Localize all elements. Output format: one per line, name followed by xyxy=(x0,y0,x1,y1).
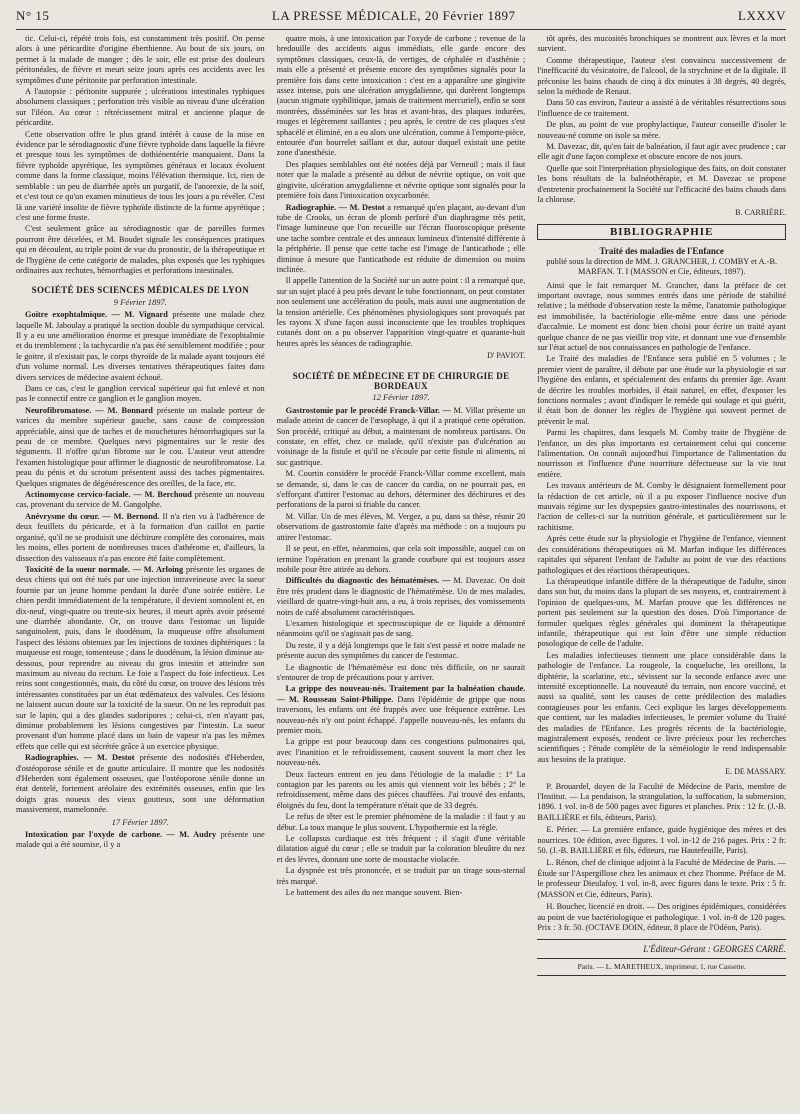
printer-credit: Paris. — L. MARETHEUX, imprimeur, 1, rue Cassette. xyxy=(537,958,786,976)
paragraph: Des plaques semblables ont été notées déjà par Verneuil ; mais il faut noter que la malade a présenté au début de névrite optique, on voit que gingivite, ulcération amygdalienne et névrite optique sont signalés pour la première fois dans l'intoxication oxycarbonée. xyxy=(276,159,526,201)
signature: B. CARRIÈRE. xyxy=(735,207,787,217)
bibliography-heading: BIBLIOGRAPHIE xyxy=(537,224,786,240)
report-heading: Neurofibromatose. — M. Bonnard xyxy=(25,405,153,415)
paragraph: L'examen histologique et spectroscopique de ce liquide a démontré néanmoins qu'il ne s'agissait pas de sang. xyxy=(276,618,526,639)
paragraph: Cette observation offre le plus grand intérêt à cause de la mise en évidence par le sérodiagnostic d'une fièvre typhoïde dans laquelle la fièvre et presque tous les symptômes de dothiénentérie manquaient. Dans la fièvre typhoïde apyrétique, les symptômes généraux et locaux évoluent comme dans la forme classique, moins l'élévation thermique. Ici, rien de semblable : un peu de diarrhée après un purgatif, de l'anorexie, de la soif, et c'est tout ce qu'un examen minutieux de tous les jours a pu révéler. C'est là une variété insolite de fièvre typhoïde distincte de la forme apyrétique ; c'est une forme fruste. xyxy=(16,129,265,222)
report-heading: Goitre exophtalmique. — M. Vignard xyxy=(25,310,168,320)
paragraph: Les maladies infectieuses tiennent une place considérable dans la pathologie de l'enfance. La rougeole, la coqueluche, les oreillons, la diphtérie, la scarlatine, etc., sévissent sur la seconde enfance avec une intensité exceptionnelle. La nouveauté du terrain, non encore vacciné, et aussi sa qualité, sont les causes de cette prédilection des maladies contagieuses pour les enfants. Ceci explique les larges développements que contient, sur les maladies infectieuses, le premier volume du Traité des maladies de l'Enfance. Les progrès récents de la bactériologie, magistralement exposés, rendent ce livre précieux pour les recherches scientifiques ; l'étude complète de la séméiologie le rend indispensable aux besoins de la pratique. xyxy=(537,650,787,764)
paragraph: Le battement des ailes du nez manque souvent. Bien- xyxy=(285,888,463,898)
paragraph: Du reste, il y a déjà longtemps que le fait s'est passé et notre malade ne présente aucun des symptômes du cancer de l'estomac. xyxy=(276,640,526,661)
column-2 xyxy=(277,34,526,1074)
header-rule xyxy=(16,29,786,30)
report-heading: Actinomycose cervico-faciale. — M. Berchoud xyxy=(25,490,192,500)
column-3 xyxy=(537,34,786,1074)
paragraph: quatre mois, à une intoxication par l'oxyde de carbone ; revenue de la bredouille des accidents aigus immédiats, elle garde encore des symptômes classiques, ceux-là, de vertiges, de céphalée et d'asthénie ; mais elle a présenté et présente encore des symptômes signalés pour la première fois dans cette intoxication : c'est en a apparaître une gingivite assez intense, puis une ulcération amygdalienne, qui durèrent longtemps (aucun stigmate syphilitique, jamais de traitement mercuriel), enfin se sont montrées, disséminées sur les bras et avant-bras, des plaques indurées, rouges et légèrement saillantes ; peu après, le centre de ces plaques s'est sphacélé et éliminé, en a eu alors une ulcération, comme à l'emporte-pièce, entourée d'un bourrelet saillant et dur, autour duquel existait une petite zone d'anesthésie. xyxy=(276,34,526,158)
report xyxy=(277,203,526,276)
report-heading: Difficultés du diagnostic des hématémèses. — xyxy=(285,576,451,586)
paragraph: Dans 50 cas environ, l'auteur a assisté à de véritables résurrections sous l'influence de ce traitement. xyxy=(537,98,787,118)
paragraph: Le collapsus cardiaque est très fréquent ; il s'agit d'une véritable dilatation aiguë du cœur ; elle se traduit par la coloration bleuâtre du nez et des lèvres, donnant une sorte de moustache violacée. xyxy=(276,834,526,864)
bibliography-entry: L. Rénon, chef de clinique adjoint à la Faculté de Médecine de Paris. — Étude sur l'Aspergillose chez les animaux et chez l'homme. Préface de M. le professeur Dieulafoy. 1 vol. in-8, avec figures dans le texte. Prix : 5 fr. (MASSON et Cie, éditeurs, Paris). xyxy=(537,858,787,899)
paragraph: La dyspnée est très prononcée, et se traduit par un tirage sous-sternal très marqué. xyxy=(276,866,526,886)
report-body: Il n'a rien vu à l'adhérence de deux feuillets du péricarde, et à la formation d'un caillot en partie organisé, qu'il ne se produisit une déchirure complète des coronaires, mais les moins, elles portent de nombreuses traces d'athérome et, d'ailleurs, la dissection des vaisseaux n'a pas encore été faite complètement. xyxy=(16,511,265,563)
book-title: Traité des maladies de l'Enfance xyxy=(599,246,724,257)
paragraph: M. Villar. Un de mes élèves, M. Vergez, a pu, dans sa thèse, réunir 20 observations de gastrostomie faite d'après ma méthode : on a toujours pu attirer l'estomac. xyxy=(276,511,526,542)
paragraph: La thérapeutique infantile diffère de la thérapeutique de l'adulte, sinon dans son but, du moins dans la plupart de ses moyens, et, contrairement à l'opinion de quelques-uns, M. Marfan prouve que les différences ne portent pas seulement sur la question des doses. D'où l'importance de formuler quelques règles générales qui dominent la thérapeutique infantile, thérapeutique qui est loin d'être une simple réduction posologique de celle de l'adulte. xyxy=(537,576,787,649)
paragraph: De plus, au point de vue prophylactique, l'auteur conseille d'isoler le nouveau-né comme on isole sa mère. xyxy=(537,120,787,140)
signature: D' PAVIOT. xyxy=(487,351,526,361)
paragraph: tôt après, des mucosités bronchiques se montrent aux lèvres et la mort survient. xyxy=(537,34,787,54)
report xyxy=(16,406,265,489)
paragraph: C'est seulement grâce au sérodiagnostic que de pareilles formes pourront être décelées, et M. Boudet signale les conséquences pratiques qui en découlent, au triple point de vue du pronostic, de la thérapeutique et de l'hygiène de cette catégorie de malades, plus exposés que les typhiques ordinaires aux rechutes, hémorrhagies et perforations intestinales. xyxy=(16,224,265,275)
paragraph: Ainsi que le fait remarquer M. Grancher, dans la préface de cet important ouvrage, nous sommes entrés dans une période de stabilité relative ; la méthode d'observation reste la même, l'anatomie pathologique est immobilisée, la bactériologie elle-même entre dans une période d'accalmie. Le moment est donc bien choisi pour écrire un traité ayant quelque chance de ne pas vieillir trop vite, et donnant une vue d'ensemble sur l'état actuel de nos connaissances en pathologie de l'enfance. xyxy=(537,280,787,352)
report xyxy=(16,310,265,383)
report-heading: Anévrysme du cœur. — M. Bernond. xyxy=(25,511,160,521)
report-body: a remarqué qu'en plaçant, au-devant d'un tube de Crooks, un écran de plomb perforé d'un diaphragme très petit, l'image lumineuse que l'on recueille sur l'écran fluoroscopique présente une tache sombre centrale et des anneaux lumineux d'intensité différente à la périphérie. Il pense que cette tache est l'image de l'anticathode ; elle diminue à mesure que l'anticathode est réduite de dimension ou moins inclinée. xyxy=(276,202,526,274)
report xyxy=(277,576,526,618)
session-date: 17 Février 1897. xyxy=(111,816,170,827)
report-heading: La grippe des nouveau-nés. Traitement par la balnéation chaude. — M. Rousseau Saint-Philippe. xyxy=(276,684,526,704)
report xyxy=(16,753,265,815)
report-heading: Radiographies. — M. Destot xyxy=(25,753,135,763)
paragraph: La grippe est pour beaucoup dans ces congestions pulmonaires qui, avec l'inanition et le refroidissement, causent souvent la mort chez les nouveau-nés. xyxy=(276,737,526,768)
report-body: présente des nodosités d'Heberden, d'ostéoporose sénile et de goutte articulaire. Il montre que les nodosités d'Heberden sont également osseuses, que l'ostéoporose sénile donne un état dentelé, fortement aréolaire des extrémités osseuses, enfin que les doigts gras noueux des vieux goutteux, sont une déformation massivement, mamelonnée. xyxy=(16,753,265,815)
page-number: LXXXV xyxy=(738,8,786,23)
paragraph: M. Courtin considère le procédé Franck-Villar comme excellent, mais se demande, si, dans le cas de cancer du cardia, on ne pourrait pas, en s'efforçant d'attirer l'estomac au dehors, déterminer des déchirures et des perforations de la paroi si friable du cancer. xyxy=(276,469,526,510)
signature: E. DE MASSARY. xyxy=(725,767,787,777)
society-date: 9 Février 1897. xyxy=(113,296,167,307)
editor-credit: L'Éditeur-Gérant : GEORGES CARRÉ. xyxy=(537,939,786,954)
column-1 xyxy=(16,34,265,1074)
paragraph: M. Davezac, dit, qu'en fait de balnéation, il faut agir avec prudence ; car elle agit d'une façon complexe et obscure encore de nos jours. xyxy=(537,142,787,162)
paragraph: Les travaux antérieurs de M. Comby le désignaient formellement pour la rédaction de cet article, où il a pu exposer l'influence nocive d'un mauvais régime sur les dyspepsies gastro-intestinales des nourrissons, et l'action de celles-ci sur la nutrition générale, et particulièrement sur le rachitisme. xyxy=(537,481,787,532)
report-heading: Radiographie. — M. Destot xyxy=(285,202,385,212)
running-head xyxy=(16,8,786,26)
report-body: présente les organes de deux chiens qui ont été tués par une injection intraveineuse avec la sueur fournie par un jeune homme pendant la durée d'une soirée entière. Le chien perdit immédiatement de la température, il devient somnolent et, en dix-neuf, vingt-quatre ou trente-six heures, il meurt après avoir présenté une diarrhée abondante. Or, on trouve dans l'estomac un liquide sanguinolent, puis, dans le duodénum, la muqueuse offre absolument l'aspect des lésions obtenues par les injections de toxines diphtériques : la muqueuse est rouge, tomenteuse ; dans le duodénum, la lésion diminue au-dessous, pour reprendre au niveau du gros intestin et atteindre son maximum au niveau du rectum. Le foie a l'aspect du foie infectieux. Les reins sont congestionnés, mais, du côté du cœur, on trouve des lésions très intéressantes constituées par un état œdémateux des valvules. Ces lésions ne laissent aucun doute sur la toxicité de la sueur. On ne les reproduit pas sur le lapin, qui a des glandes sudoripores ; celui-ci, n'en n'ayant pas, diminue probablement les lésions congestives par l'intestin. La sueur provenant d'un homme placé dans un bain de vapeur n'a pas les mêmes effets que celle qui est sécrétée grâce à un exercice physique. xyxy=(16,564,265,751)
paragraph: Comme thérapeutique, l'auteur s'est convaincu successivement de l'inefficacité du vésicatoire, de l'alcool, de la strychnine et de la digitale. Il préconise les bains chauds de cinq à dix minutes à 38 degrés, 40 degrés, selon la méthode de Renaut. xyxy=(537,55,787,97)
report xyxy=(16,830,265,851)
paragraph: Le refus de têter est le premier phénomène de la maladie : il faut y au débur. La toux manque le plus souvent. L'hypothermie est la règle. xyxy=(276,812,526,832)
paragraph: A l'autopsie : péritonite suppurée ; ulcérations intestinales typhiques absolument classiques ; perforation très visible au niveau d'une ulcération sur l'iléon. Au cœur : rétrécissement mitral et ancienne plaque de péricardite. xyxy=(16,87,265,128)
issue-number: N° 15 xyxy=(16,8,50,23)
society-heading: SOCIÉTÉ DE MÉDECINE ET DE CHIRURGIE DE BORDEAUX xyxy=(292,370,510,391)
report xyxy=(16,490,265,511)
report xyxy=(16,512,265,564)
paragraph: Quelle que soit l'interprétation physiologique des faits, on doit constater les bons résultats de la balnéothérapie, et M. Davezac se propose d'entretenir prochainement la Société sur l'efficacité des bains chauds dans la chlorose. xyxy=(537,163,787,205)
bibliography-entry: E. Périer. — La première enfance, guide hygiénique des mères et des nourrices. 10e édition, avec figures. 1 vol. in-12 de 216 pages. Prix : 2 fr. 50. (J.-B. BAILLIÈRE et fils, éditeurs, rue Hautefeuille, Paris). xyxy=(537,825,787,856)
paragraph: Parmi les chapitres, dans lesquels M. Comby traite de l'hygiène de l'enfance, un des plus importants est certainement celui qui concerne l'alimentation. On connaît aujourd'hui l'importance de l'alimentation du nourrisson et l'influence d'une nourriture défectueuse sur la vie tout entière. xyxy=(537,428,787,479)
paragraph: Deux facteurs entrent en jeu dans l'étiologie de la maladie : 1° La contagion par les parents ou les amis qui viennent voir les bébés ; 2° le refroidissement, même dans des pièces chauffées. J'ai trouvé des enfants, éloignés du feu, dont la température n'était que de 33 degrés. xyxy=(276,769,526,810)
society-date: 12 Février 1897. xyxy=(372,392,430,403)
report-body: présente une malade qui a été soumise, il y a xyxy=(16,830,265,850)
paragraph: Le Traité des maladies de l'Enfance sera publié en 5 volumes ; le premier vient de paraître, il débute par une étude sur la physiologie et sur l'hygiène des enfants, et spécialement des enfants du premier âge. Avant de décrire les troubles morbides, il était naturel, en effet, d'exposer les fonctions normales ; avant d'indiquer le remède qui soulage et qui guérit, il était bon de donner les règles de l'hygiène qui souvent permet de prévenir le mal. xyxy=(537,354,787,426)
report-body: M. Villar présente un malade atteint de cancer de l'œsophage, à qui il a pratiqué cette opération. Son procédé, critiqué au début, a maintenant de nombreux partisans. On constate, en effet, chez ce malade, qu'il n'existe pas d'ulcération au voisinage de la fistule et qu'il ne s'écoule par cette fistule ni aliments, ni suc gastrique. xyxy=(276,405,526,467)
bibliography-entry: P. Brouardel, doyen de la Faculté de Médecine de Paris, membre de l'Institut. — La pendaison, la strangulation, la suffocation, la submersion, 1896. 1 vol. in-8 de 500 pages avec figures et planches. Prix : 12 fr. (J.-B. BAILLIÈRE et fils, éditeurs, Paris). xyxy=(537,781,787,822)
report-body: présente une malade chez laquelle M. Jaboulay a pratiqué la section double du sympathique cervical. Il y a eu une amélioration énorme et presque immédiate de l'exophtalmie et du tremblement ; la tachycardie n'a pas été sensiblement modifiée ; pour le goitre, il n'existait pas, le corps thyroïde de la malade ayant toujours été d'un volume normal. Les diverses tentatives thérapeutiques faites dans divers services de médecine avaient échoué. xyxy=(16,310,265,382)
report xyxy=(277,684,526,736)
paragraph: Le diagnostic de l'hématémèse est donc très difficile, on ne saurait s'entourer de trop de précautions pour y arriver. xyxy=(276,662,526,682)
report xyxy=(277,406,526,468)
book-publication: publié sous la direction de MM. J. GRANCHER, J. COMBY et A.-B. MARFAN. T. I (MASSON et Cie, éditeurs, 1897). xyxy=(546,256,778,277)
paragraph: Il appelle l'attention de la Société sur un autre point : il a remarqué que, sur un sujet placé à peu près devant le tube fonctionnant, on peut constater non seulement une accélération du pouls, mais aussi une augmentation de la tension artérielle. Ces phénomènes physiologiques sont provoqués par les rayons X d'une façon aussi inconsciente que les troubles trophiques cutanés dont on a pu observer l'apparition vingt-quatre et quarante-huit heures après les séances de radiographie. xyxy=(276,276,526,348)
report-heading: Intoxication par l'oxyde de carbone. — M. Audry xyxy=(25,830,217,840)
report-body: présente un malade porteur de varices du membre supérieur gauche, sans cause de compression appréciable, ainsi que de taches et de mouchetures hémorrhagiques sur la peau de ce membre. Quelques nævi pigmentaires sur le reste des téguments. Il n'offre qu'un fibrome sur le cou. L'auteur veut attendre l'examen histologique pour affirmer le diagnostic de neurofibromatose. La peau du pénis et du scrotum présentent aussi des taches pigmentaires. Quelques stigmates de dégénérescence des oreilles, de la face, etc. xyxy=(16,405,265,488)
report-body: M. Davezac. On doit être très prudent dans le diagnostic de l'hématémèse. Un de mes malades, vieillard de quatre-vingt-huit ans, a eu, à trois reprises, des vomissements noirs de café absolument caractéristiques. xyxy=(276,576,526,617)
report-heading: Toxicité de la sueur normale. — M. Arloing xyxy=(25,564,184,574)
report xyxy=(16,565,265,752)
paragraph: tic. Celui-ci, répété trois fois, est constamment très positif. On pense alors à une péricardite d'origine éberthienne. Au bout de six jours, on permet à la malade de manger ; dès le soir, elle est prise des douleurs péritonéales, de fièvre et meurt seize jours après ces accidents avec les symptômes d'une péritonite par perforation intestinale. xyxy=(16,34,265,85)
report-body: présente un nouveau cas, provenant du service de M. Gangolphe. xyxy=(16,490,265,510)
paragraph: Dans ce cas, c'est le ganglion cervical supérieur qui fut enlevé et non pas le connectif entre ce ganglion et le ganglion moyen. xyxy=(16,384,265,404)
society-heading: SOCIÉTÉ DES SCIENCES MÉDICALES DE LYON xyxy=(31,285,250,296)
report-body: Dans l'épidémie de grippe que nous traversons, les enfants ont été frappés avec une fréquence extrême. Les nouveau-nés n'y ont point échappé. J'appelle nouveau-nés, les enfants du premier mois. xyxy=(276,694,526,735)
bibliography-entry: H. Boucher, licencié en droit. — Des origines épidémiques, considérées au point de vue bactériologique et pathologique. 1 vol. in-8 de 120 pages. Prix : 3 fr. 50. (OCTAVE DOIN, éditeur, 8 place de l'Odéon, Paris). xyxy=(537,902,787,932)
report-heading: Gastrostomie par le procédé Franck-Villar. — xyxy=(285,405,451,415)
paragraph: Il se peut, en effet, néanmoins, que cela soit impossible, auquel cas on termine l'opération en prenant la grande courbure qui est toujours assez mobile pour être attirée au dehors. xyxy=(276,544,526,574)
paragraph: Après cette étude sur la physiologie et l'hygiène de l'enfance, viennent des considérations thérapeutiques où M. Marfan indique les différences capitales qui séparent l'enfant de l'adulte au point de vue des réactions pathologiques et des réactions thérapeutiques. xyxy=(537,534,787,575)
journal-title: LA PRESSE MÉDICALE, 20 Février 1897 xyxy=(271,8,516,23)
columns xyxy=(16,34,786,1074)
